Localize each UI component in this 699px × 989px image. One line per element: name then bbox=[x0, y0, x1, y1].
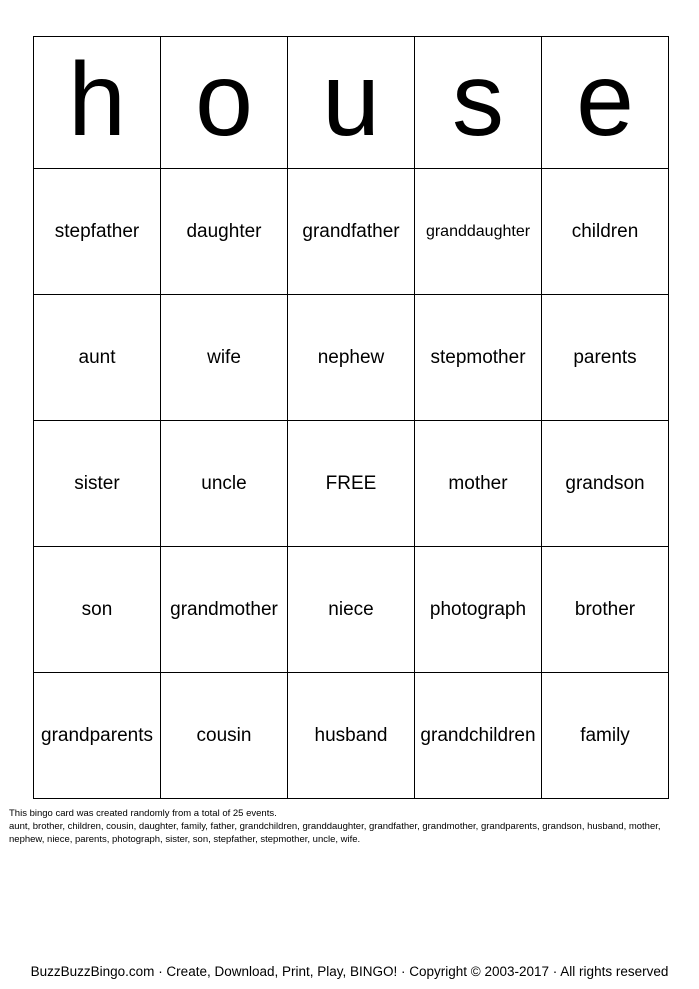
bingo-row bbox=[34, 295, 669, 421]
bingo-cell: niece bbox=[288, 547, 415, 673]
bingo-row bbox=[34, 169, 669, 295]
bingo-cell: aunt bbox=[34, 295, 161, 421]
bingo-cell: daughter bbox=[161, 169, 288, 295]
bingo-cell: parents bbox=[542, 295, 669, 421]
bingo-cell: grandchildren bbox=[415, 673, 542, 799]
bingo-header-row bbox=[34, 37, 669, 169]
free-space-cell: FREE bbox=[288, 421, 415, 547]
bingo-cell: mother bbox=[415, 421, 542, 547]
card-info bbox=[9, 807, 684, 846]
bingo-cell: uncle bbox=[161, 421, 288, 547]
bingo-cell: husband bbox=[288, 673, 415, 799]
bingo-cell: stepmother bbox=[415, 295, 542, 421]
bingo-cell: nephew bbox=[288, 295, 415, 421]
footer-tagline: · Create, Download, Print, Play, BINGO! · Copyright © 2003-2017 · All rights reserved bbox=[154, 964, 669, 979]
bingo-row bbox=[34, 673, 669, 799]
header-letter: u bbox=[288, 37, 415, 169]
bingo-cell: photograph bbox=[415, 547, 542, 673]
bingo-cell: family bbox=[542, 673, 669, 799]
bingo-cell: son bbox=[34, 547, 161, 673]
bingo-cell: wife bbox=[161, 295, 288, 421]
bingo-cell: grandson bbox=[542, 421, 669, 547]
bingo-cell: cousin bbox=[161, 673, 288, 799]
header-letter: s bbox=[415, 37, 542, 169]
bingo-row bbox=[34, 547, 669, 673]
bingo-cell: brother bbox=[542, 547, 669, 673]
card-info-summary: This bingo card was created randomly from a total of 25 events. bbox=[9, 808, 277, 819]
bingo-cell: grandmother bbox=[161, 547, 288, 673]
header-letter: o bbox=[161, 37, 288, 169]
header-letter: h bbox=[34, 37, 161, 169]
bingo-cell: granddaughter bbox=[415, 169, 542, 295]
bingo-cell: grandparents bbox=[34, 673, 161, 799]
bingo-cell: sister bbox=[34, 421, 161, 547]
header-letter: e bbox=[542, 37, 669, 169]
page-footer bbox=[0, 964, 699, 979]
bingo-card bbox=[33, 36, 669, 799]
bingo-row bbox=[34, 421, 669, 547]
bingo-cell: children bbox=[542, 169, 669, 295]
bingo-cell: stepfather bbox=[34, 169, 161, 295]
card-info-events: aunt, brother, children, cousin, daughter, family, father, grandchildren, granddaughter, grandfather, grandmother, grandparents, grandson, husband, mother, nephew, niece, parents, photograph, sister, son, stepfather, stepmother, uncle, wife. bbox=[9, 821, 661, 845]
site-link[interactable]: BuzzBuzzBingo.com bbox=[30, 964, 155, 979]
bingo-cell: grandfather bbox=[288, 169, 415, 295]
